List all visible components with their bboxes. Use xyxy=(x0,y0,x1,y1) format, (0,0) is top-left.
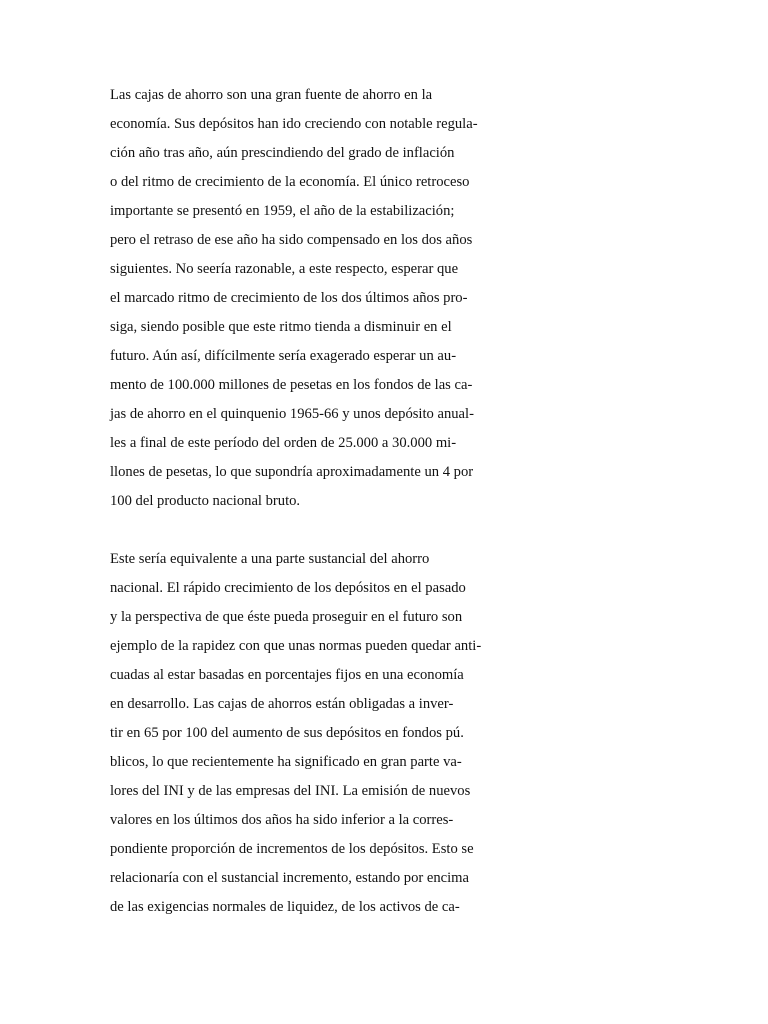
text-line: lores del INI y de las empresas del INI. La emisión de nuevos xyxy=(110,783,471,799)
paragraph-1 xyxy=(110,81,550,516)
text-line: llones de pesetas, lo que supondría aproximadamente un 4 por xyxy=(110,464,474,480)
paragraph-2 xyxy=(110,545,550,922)
text-line: relacionaría con el sustancial incremento, estando por encima xyxy=(110,870,470,886)
text-line: Las cajas de ahorro son una gran fuente de ahorro en la xyxy=(110,87,433,103)
text-line: importante se presentó en 1959, el año de la estabilización; xyxy=(110,203,455,219)
text-line: jas de ahorro en el quinquenio 1965-66 y unos depósito anual- xyxy=(110,406,474,422)
text-line: tir en 65 por 100 del aumento de sus depósitos en fondos pú. xyxy=(110,725,464,741)
text-line: de las exigencias normales de liquidez, de los activos de ca- xyxy=(110,899,460,915)
text-line: Este sería equivalente a una parte sustancial del ahorro xyxy=(110,551,430,567)
text-line: o del ritmo de crecimiento de la economía. El único retroceso xyxy=(110,174,470,190)
text-line: y la perspectiva de que éste pueda proseguir en el futuro son xyxy=(110,609,463,625)
text-line: siguientes. No seería razonable, a este respecto, esperar que xyxy=(110,261,459,277)
text-line: el marcado ritmo de crecimiento de los dos últimos años pro- xyxy=(110,290,468,306)
text-line: mento de 100.000 millones de pesetas en los fondos de las ca- xyxy=(110,377,473,393)
text-line: futuro. Aún así, difícilmente sería exagerado esperar un au- xyxy=(110,348,457,364)
text-line: pero el retraso de ese año ha sido compensado en los dos años xyxy=(110,232,473,248)
text-line: economía. Sus depósitos han ido creciendo con notable regula- xyxy=(110,116,478,132)
text-line: les a final de este período del orden de 25.000 a 30.000 mi- xyxy=(110,435,457,451)
text-line: valores en los últimos dos años ha sido inferior a la corres- xyxy=(110,812,454,828)
text-line: nacional. El rápido crecimiento de los depósitos en el pasado xyxy=(110,580,466,596)
text-line: ejemplo de la rapidez con que unas normas pueden quedar anti- xyxy=(110,638,482,654)
text-line: siga, siendo posible que este ritmo tienda a disminuir en el xyxy=(110,319,452,335)
text-line: pondiente proporción de incrementos de los depósitos. Esto se xyxy=(110,841,474,857)
text-line: blicos, lo que recientemente ha significado en gran parte va- xyxy=(110,754,462,770)
text-line: ción año tras año, aún prescindiendo del grado de inflación xyxy=(110,145,455,161)
text-line: cuadas al estar basadas en porcentajes fijos en una economía xyxy=(110,667,464,683)
text-line: en desarrollo. Las cajas de ahorros están obligadas a inver- xyxy=(110,696,454,712)
text-line: 100 del producto nacional bruto. xyxy=(110,493,301,509)
